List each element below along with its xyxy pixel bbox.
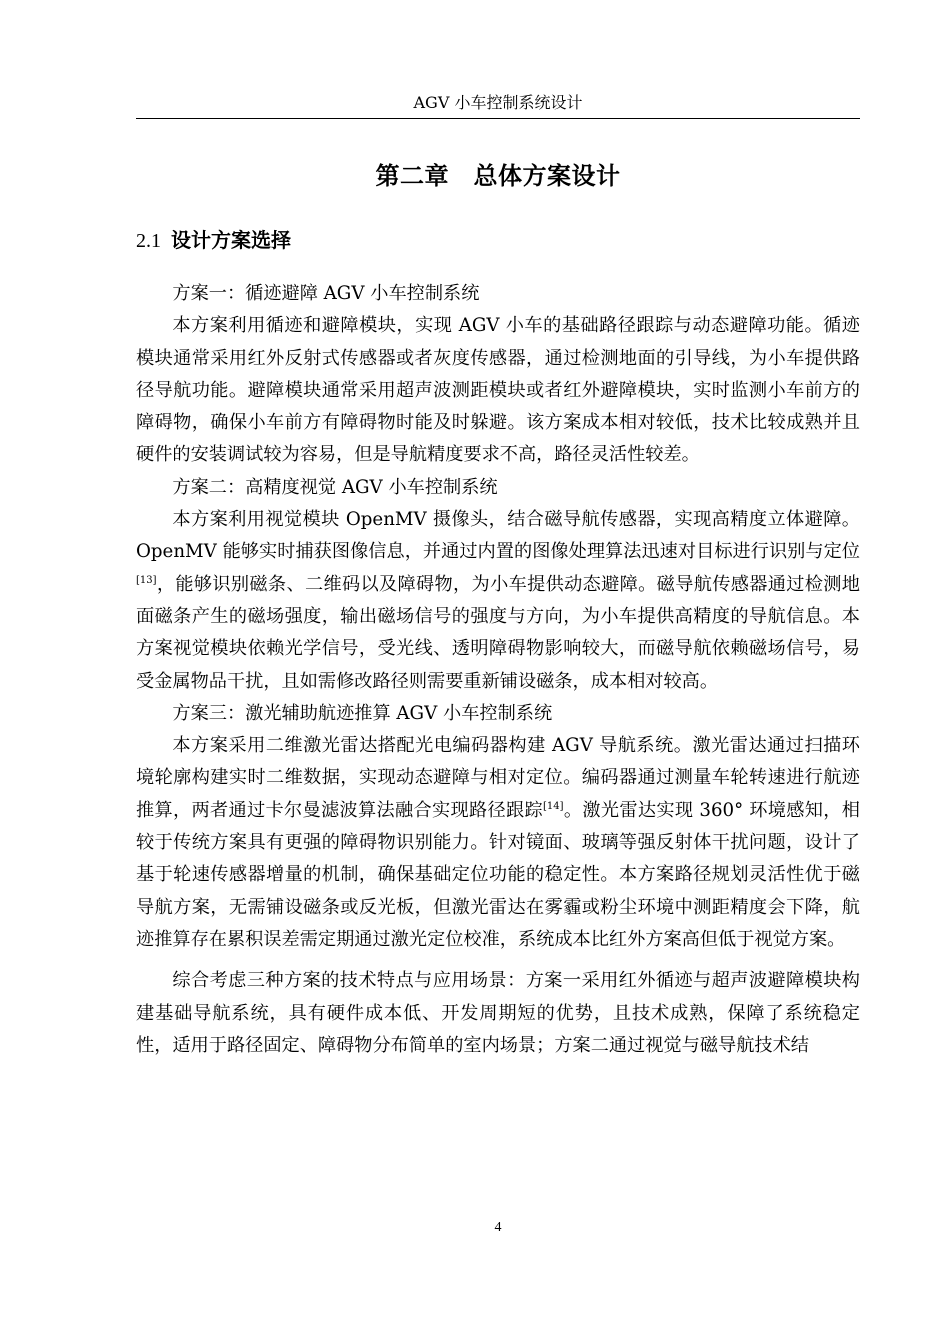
paragraph-text: 本方案利用视觉模块 OpenMV 摄像头，结合磁导航传感器，实现高精度立体避障。OpenMV 能够实时捕获图像信息，并通过内置的图像处理算法迅速对目标进行识别与定位 (136, 509, 860, 563)
citation-ref: [14] (542, 800, 564, 812)
citation-ref: [13] (136, 574, 157, 586)
paragraph-scheme-2-body (136, 504, 860, 698)
paragraph-scheme-3-body (136, 730, 860, 956)
section-title: 设计方案选择 (171, 228, 291, 252)
paragraph-text: 本方案采用二维激光雷达搭配光电编码器构建 AGV 导航系统。激光雷达通过扫描环境轮廓构建实时二维数据，实现动态避障与相对定位。编码器通过测量车轮转速进行航迹推算，两者通过卡尔曼滤波算法融合实现路径跟踪 (136, 735, 860, 821)
paragraph-summary: 综合考虑三种方案的技术特点与应用场景：方案一采用红外循迹与超声波避障模块构建基础导航系统，具有硬件成本低、开发周期短的优势，且技术成熟，保障了系统稳定性，适用于路径固定、障碍物分布简单的室内场景；方案二通过视觉与磁导航技术结 (136, 970, 860, 1056)
section-heading (136, 226, 291, 255)
section-number: 2.1 (136, 230, 161, 252)
paragraph-scheme-3-title: 方案三：激光辅助航迹推算 AGV 小车控制系统 (172, 702, 553, 724)
paragraph-scheme-1-body: 本方案利用循迹和避障模块，实现 AGV 小车的基础路径跟踪与动态避障功能。循迹模块通常采用红外反射式传感器或者灰度传感器，通过检测地面的引导线，为小车提供路径导航功能。避障模块通常采用超声波测距模块或者红外避障模块，实时监测小车前方的障碍物，确保小车前方有障碍物时能及时躲避。该方案成本相对较低，技术比较成熟并且硬件的安装调试较为容易，但是导航精度要求不高，路径灵活性较差。 (136, 315, 860, 466)
paragraph-scheme-1-title: 方案一：循迹避障 AGV 小车控制系统 (172, 283, 480, 304)
paragraph-text: 。激光雷达实现 360° 环境感知，相较于传统方案具有更强的障碍物识别能力。针对镜面、玻璃等强反射体干扰问题，设计了基于轮速传感器增量的机制，确保基础定位功能的稳定性。本方案路径规划灵活性优于磁导航方案，无需铺设磁条或反光板，但激光雷达在雾霾或粉尘环境中测距精度会下降，航迹推算存在累积误差需定期通过激光定位校准，系统成本比红外方案高但低于视觉方案。 (136, 799, 860, 950)
chapter-title: 第二章 总体方案设计 (375, 162, 621, 190)
paragraph-text: ，能够识别磁条、二维码以及障碍物，为小车提供动态避障。磁导航传感器通过检测地面磁条产生的磁场强度，输出磁场信号的强度与方向，为小车提供高精度的导航信息。本方案视觉模块依赖光学信号，受光线、透明障碍物影响较大，而磁导航依赖磁场信号，易受金属物品干扰，且如需修改路径则需要重新铺设磁条，成本相对较高。 (136, 573, 860, 692)
header-rule (136, 118, 860, 119)
running-header: AGV 小车控制系统设计 (413, 93, 583, 112)
body-text (136, 278, 860, 1062)
paragraph-scheme-2-title: 方案二：高精度视觉 AGV 小车控制系统 (172, 476, 498, 498)
page-number: 4 (494, 1220, 502, 1235)
